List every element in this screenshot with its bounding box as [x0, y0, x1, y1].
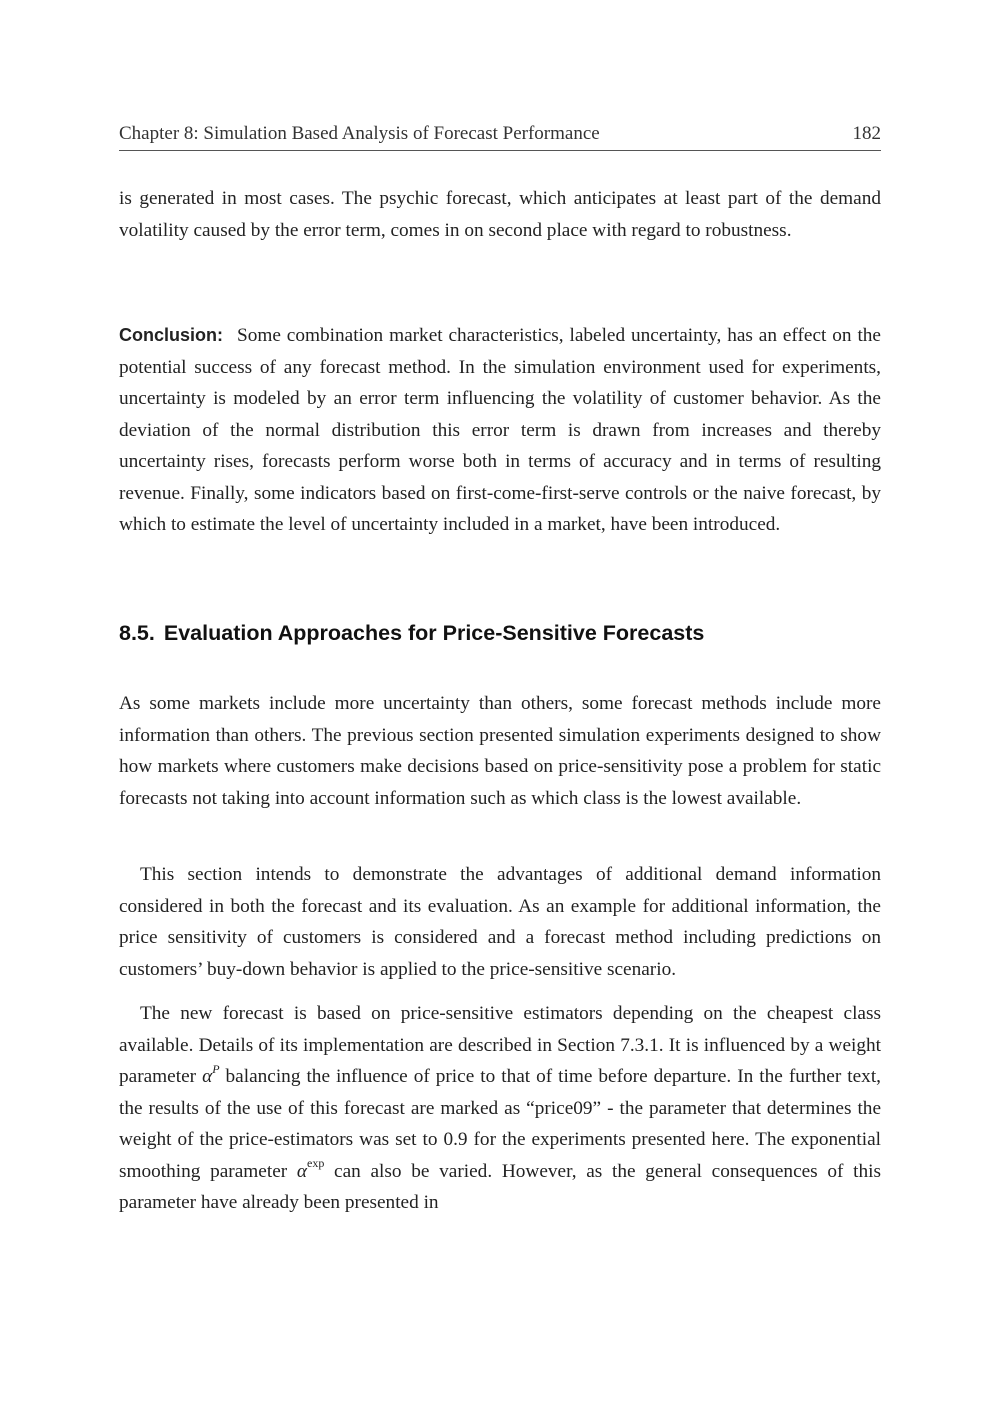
conclusion-paragraph [119, 320, 881, 541]
section-heading [119, 621, 881, 646]
alpha-glyph: α [202, 1066, 213, 1087]
alpha-p-symbol [202, 1061, 220, 1087]
paragraph-markets: As some markets include more uncertainty than others, some forecast methods include more information than others. The previous section presented simulation experiments designed to show how markets where customers make decisions based on price-sensitivity pose a problem for static forecasts not taking into account information such as which class is the lowest available. [119, 693, 881, 809]
paragraph-text-part-2: balancing the influence of price to that of time before departure. In the further text, the results of the use of this forecast are marked as “price09” - the parameter that determines the weight of the price-estimators was set to 0.9 for the experiments presented here. The exponential smoothing parameter [119, 1066, 881, 1182]
paragraph-new-forecast [119, 998, 881, 1219]
running-title: Chapter 8: Simulation Based Analysis of Forecast Performance [119, 123, 600, 144]
superscript-p: P [212, 1061, 220, 1076]
superscript-exp: exp [307, 1156, 325, 1171]
alpha-glyph: α [296, 1160, 308, 1182]
conclusion-label: Conclusion: [119, 325, 223, 345]
paragraph-text-part-1: The new forecast is based on price-sensitive estimators depending on the cheapest class available. Details of its implementation are described in Section 7.3.1. It is influenced by a weight parameter [119, 1003, 881, 1087]
section-number: 8.5. [119, 621, 155, 645]
paragraph-continuation: is generated in most cases. The psychic forecast, which anticipates at least part of the demand volatility caused by the error term, comes in on second place with regard to robustness. [119, 188, 881, 241]
alpha-exp-symbol [296, 1156, 325, 1182]
page-header [119, 122, 881, 151]
paragraph-text-part-3: can also be varied. However, as the general consequences of this parameter have already been presented in [119, 1160, 881, 1213]
page-number: 182 [852, 123, 881, 144]
paragraph-section-intent: This section intends to demonstrate the advantages of additional demand information considered in both the forecast and its evaluation. As an example for additional information, the price sensitivity of customers is considered and a forecast method including predictions on customers’ buy-down behavior is applied to the price-sensitive scenario. [119, 864, 881, 980]
conclusion-text: Some combination market characteristics, labeled uncertainty, has an effect on the potential success of any forecast method. In the simulation environment used for experiments, uncertainty is modeled by an error term influencing the volatility of customer behavior. As the deviation of the normal distribution this error term is drawn from increases and thereby uncertainty rises, forecasts perform worse both in terms of accuracy and in terms of resulting revenue. Finally, some indicators based on first-come-first-serve controls or the naive forecast, by which to estimate the level of uncertainty included in a market, have been introduced. [119, 325, 881, 535]
section-title: Evaluation Approaches for Price-Sensitive Forecasts [163, 621, 705, 645]
